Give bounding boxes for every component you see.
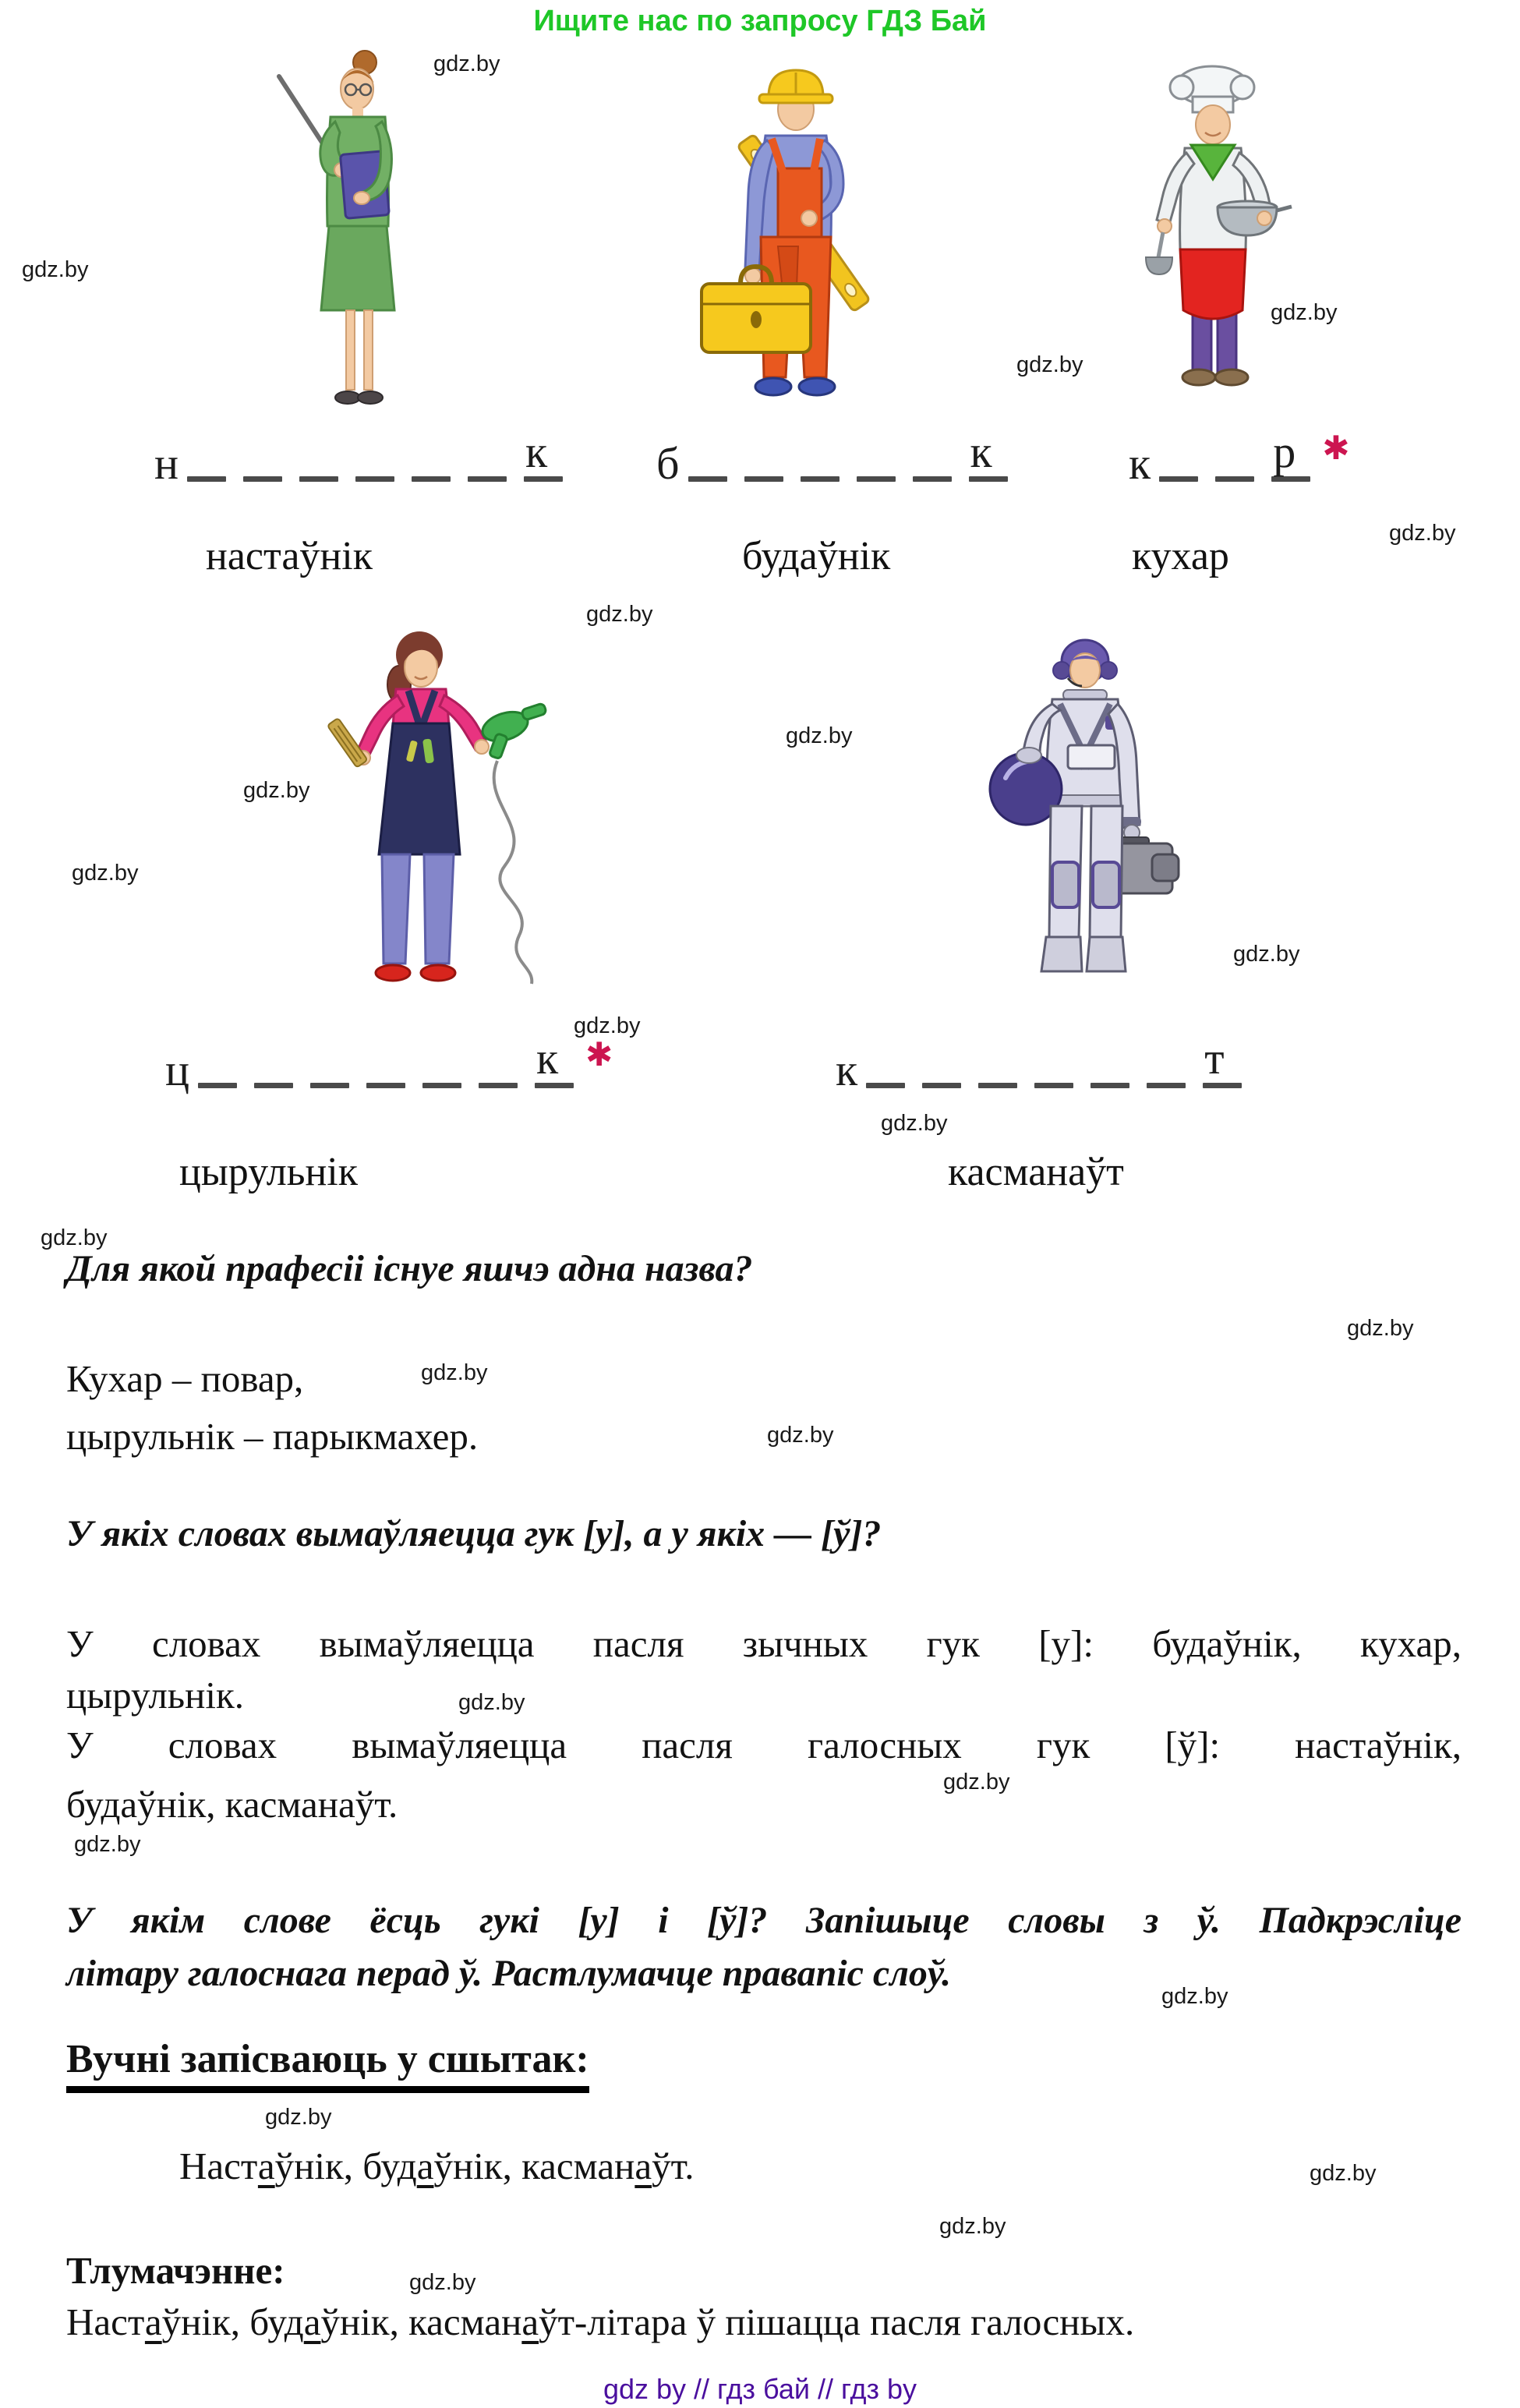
- word-label-budaunik: будаўнік: [742, 534, 891, 578]
- question-3-line-1: У якім слове ёсць гукі [у] і [ў]? Запішыце словы з ў. Падкрэсліце: [66, 1900, 1462, 1941]
- gdz-watermark: gdz.by: [1161, 1984, 1228, 2009]
- blank-dash: [366, 1083, 405, 1088]
- gdz-watermark: gdz.by: [574, 1013, 641, 1038]
- underlined-letter: а: [416, 2145, 434, 2187]
- notebook-heading: [66, 2036, 1462, 2093]
- answer-1-line-2: цырульнік – парыкмахер.: [66, 1415, 479, 1458]
- blank-dash: [422, 1083, 461, 1088]
- question-2: У якіх словах вымаўляецца гук [у], а у якіх — [ў]?: [66, 1513, 882, 1554]
- question-1: Для якой прафесіі існуе яшчэ адна назва?: [66, 1248, 753, 1289]
- cook-illustration: [1130, 61, 1294, 388]
- gdz-watermark: gdz.by: [41, 1225, 108, 1250]
- underlined-letter: а: [521, 2300, 539, 2343]
- builder-illustration: [691, 59, 915, 410]
- blank-dash: [688, 476, 727, 482]
- paragraph-1-line-1: У словах вымаўляецца пасля зычных гук [у]: будаўнік, кухар,: [66, 1622, 1462, 1665]
- puzzle-last-letter: к: [525, 426, 548, 477]
- notebook-answer-line: Настаўнік, будаўнік, касманаўт.: [179, 2145, 695, 2187]
- paragraph-1-line-2: цырульнік.: [66, 1674, 245, 1717]
- word-puzzle-budaunik: [656, 426, 1016, 489]
- gdz-watermark: gdz.by: [22, 257, 89, 282]
- blank-dash: [801, 476, 840, 482]
- blank-dash: [1147, 1083, 1186, 1088]
- puzzle-last-letter: т: [1204, 1033, 1225, 1084]
- blank-dash: [479, 1083, 518, 1088]
- puzzle-first-letter: н: [154, 438, 179, 489]
- blank-dash: [969, 426, 1008, 482]
- hairdresser-illustration: [301, 622, 553, 992]
- blank-dash: [866, 1083, 905, 1088]
- word-puzzle-nastaunik: [154, 426, 571, 489]
- underlined-letter: а: [303, 2300, 321, 2343]
- blank-dash: [243, 476, 282, 482]
- blank-dash: [310, 1083, 349, 1088]
- word-puzzle-tsyrulnik: [165, 1033, 613, 1095]
- puzzle-last-letter: к: [536, 1033, 559, 1084]
- blank-dash: [922, 1083, 961, 1088]
- word-label-kasmanaut: касманаўт: [948, 1150, 1124, 1194]
- gdz-watermark: gdz.by: [586, 602, 653, 627]
- blank-dash: [198, 1083, 237, 1088]
- puzzle-first-letter: ц: [165, 1045, 190, 1095]
- teacher-illustration: [271, 45, 429, 415]
- gdz-watermark: gdz.by: [1233, 942, 1300, 967]
- gdz-watermark: gdz.by: [72, 861, 139, 886]
- blank-dash: [913, 476, 952, 482]
- notebook-heading-text: Вучні запісваюць у сшытак:: [66, 2036, 589, 2093]
- puzzle-first-letter: к: [1129, 438, 1151, 489]
- underlined-letter: а: [635, 2145, 652, 2187]
- gdz-watermark: gdz.by: [458, 1690, 525, 1715]
- gdz-watermark: gdz.by: [421, 1360, 488, 1385]
- gdz-watermark: gdz.by: [786, 723, 853, 748]
- word-label-tsyrulnik: цырульнік: [179, 1150, 358, 1194]
- word-puzzle-kukhar: [1129, 426, 1350, 489]
- blank-dash: [299, 476, 338, 482]
- gdz-watermark: gdz.by: [409, 2270, 476, 2295]
- blank-dash: [535, 1033, 574, 1088]
- gdz-watermark: gdz.by: [1310, 2161, 1377, 2186]
- gdz-watermark: gdz.by: [433, 51, 500, 76]
- paragraph-2-line-2: будаўнік, касманаўт.: [66, 1783, 398, 1826]
- blank-dash: [187, 476, 226, 482]
- blank-dash: [978, 1083, 1017, 1088]
- footnote-asterisk: ✱: [585, 1035, 613, 1073]
- blank-dash: [355, 476, 394, 482]
- promo-banner: Ищите нас по запросу ГДЗ Бай: [533, 5, 987, 37]
- question-3-line-2: літару галоснага перад ў. Растлумачце правапіс слоў.: [66, 1953, 952, 1994]
- blank-dash: [412, 476, 451, 482]
- word-label-kukhar: кухар: [1132, 534, 1229, 578]
- answer-1-line-1: Кухар – повар,: [66, 1357, 304, 1400]
- gdz-watermark: gdz.by: [265, 2105, 332, 2130]
- blank-dash: [1159, 476, 1198, 482]
- gdz-watermark: gdz.by: [881, 1111, 948, 1136]
- underlined-letter: а: [144, 2300, 162, 2343]
- puzzle-first-letter: б: [656, 438, 680, 489]
- gdz-watermark: gdz.by: [1389, 521, 1456, 546]
- gdz-watermark: gdz.by: [74, 1832, 141, 1857]
- underlined-letter: а: [257, 2145, 275, 2187]
- blank-dash: [524, 426, 563, 482]
- gdz-watermark: gdz.by: [1347, 1316, 1414, 1341]
- explanation-label: Тлумачэнне:: [66, 2249, 285, 2292]
- puzzle-last-letter: к: [970, 426, 992, 477]
- puzzle-first-letter: к: [836, 1045, 858, 1095]
- blank-dash: [857, 476, 896, 482]
- blank-dash: [1034, 1083, 1073, 1088]
- paragraph-2-line-1: У словах вымаўляецца пасля галосных гук [ў]: настаўнік,: [66, 1724, 1462, 1766]
- blank-dash: [1203, 1033, 1242, 1088]
- footer-search-queries: gdz by // гдз бай // гдз by: [603, 2373, 917, 2405]
- word-label-nastaunik: настаўнік: [206, 534, 373, 578]
- gdz-watermark: gdz.by: [767, 1423, 834, 1448]
- gdz-watermark: gdz.by: [1016, 352, 1083, 377]
- gdz-watermark: gdz.by: [243, 778, 310, 803]
- blank-dash: [254, 1083, 293, 1088]
- blank-dash: [1091, 1083, 1129, 1088]
- gdz-watermark: gdz.by: [939, 2214, 1006, 2239]
- cosmonaut-illustration: [968, 628, 1186, 992]
- blank-dash: [1271, 426, 1310, 482]
- gdz-watermark: gdz.by: [1271, 300, 1338, 325]
- explanation-line: Настаўнік, будаўнік, касманаўт-літара ў пішацца пасля галосных.: [66, 2300, 1135, 2343]
- puzzle-last-letter: р: [1273, 426, 1296, 477]
- blank-dash: [468, 476, 507, 482]
- word-puzzle-kasmanaut: [836, 1033, 1250, 1095]
- blank-dash: [744, 476, 783, 482]
- footnote-asterisk: ✱: [1322, 429, 1350, 467]
- blank-dash: [1215, 476, 1254, 482]
- gdz-watermark: gdz.by: [943, 1770, 1010, 1795]
